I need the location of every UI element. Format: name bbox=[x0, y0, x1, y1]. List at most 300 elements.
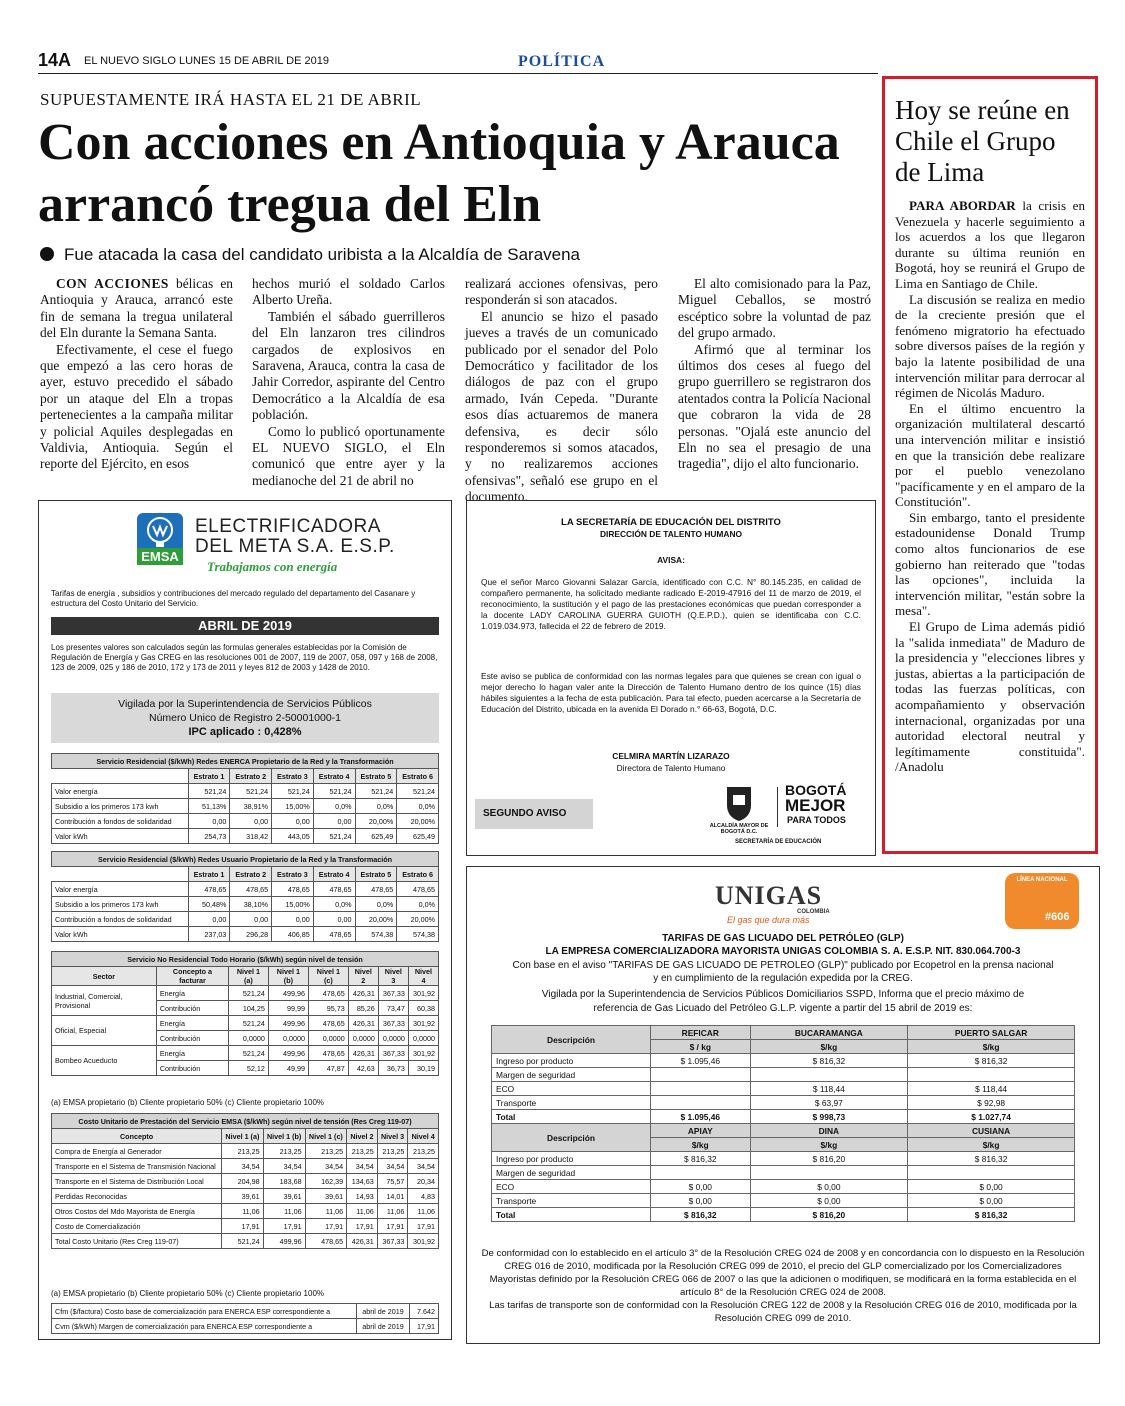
table-cell: 34,54 bbox=[377, 1159, 408, 1174]
col-header: Sector bbox=[52, 967, 157, 986]
price-cell: $ 816,32 bbox=[908, 1054, 1075, 1068]
row-label: Transporte bbox=[492, 1194, 651, 1208]
col-header: Concepto a facturar bbox=[156, 967, 228, 986]
table-cell: 0,0% bbox=[355, 897, 397, 912]
col-header: BUCARAMANGA bbox=[750, 1026, 908, 1040]
emsa-month: ABRIL DE 2019 bbox=[51, 617, 439, 635]
notice-title: LA SECRETARÍA DE EDUCACIÓN DEL DISTRITO bbox=[561, 517, 781, 528]
price-cell: $ 1.095,46 bbox=[651, 1054, 751, 1068]
table-caption: Costo Unitario de Prestación del Servicio EMSA ($/kWh) según nivel de tensión (Res Creg 119-07) bbox=[52, 1114, 439, 1129]
table-cell: 15,00% bbox=[272, 897, 314, 912]
table-cell: 34,54 bbox=[305, 1159, 347, 1174]
table-cell: 104,25 bbox=[229, 1001, 269, 1016]
table-row bbox=[492, 1124, 1075, 1138]
non-residential-table bbox=[51, 951, 439, 1076]
row-label: Otros Costos del Mdo Mayorista de Energía bbox=[52, 1204, 222, 1219]
table-cell: 521,24 bbox=[229, 1046, 269, 1061]
table-cell: 20,00% bbox=[397, 814, 439, 829]
table-cell: 11,06 bbox=[347, 1204, 378, 1219]
desc-header: Descripción bbox=[492, 1124, 651, 1152]
table-cell: 183,68 bbox=[263, 1174, 305, 1189]
table-cell: 521,24 bbox=[397, 784, 439, 799]
col-header: Estrato 1 bbox=[188, 769, 230, 784]
table-cell: 20,00% bbox=[355, 814, 397, 829]
unigas-country: COLOMBIA bbox=[797, 909, 830, 915]
row-label: Contribución a fondos de solidaridad bbox=[52, 912, 189, 927]
table-cell: 39,61 bbox=[222, 1189, 264, 1204]
table-cell: 521,24 bbox=[222, 1234, 264, 1249]
row-label: Margen de seguridad bbox=[492, 1068, 651, 1082]
subtitle-text: Fue atacada la casa del candidato uribista a la Alcaldía de Saravena bbox=[64, 245, 581, 264]
table-cell: 0,0000 bbox=[408, 1031, 438, 1046]
price-cell bbox=[651, 1068, 751, 1082]
vigilada-line: Vigilada por la Superintendencia de Servicios Públicos bbox=[118, 698, 372, 710]
table-cell: 34,54 bbox=[347, 1159, 378, 1174]
table-row bbox=[52, 897, 439, 912]
paragraph: realizará acciones ofensivas, pero responderán si son atacados. bbox=[465, 276, 658, 308]
table-cell: 0,0000 bbox=[229, 1031, 269, 1046]
signer-name: CELMIRA MARTÍN LIZARAZO bbox=[612, 751, 730, 761]
table-cell: 521,24 bbox=[313, 829, 355, 844]
table-cell: 213,25 bbox=[408, 1144, 439, 1159]
col-header: Nivel 4 bbox=[408, 1129, 439, 1144]
table-cell: 162,39 bbox=[305, 1174, 347, 1189]
notice-avisa: AVISA: bbox=[657, 555, 685, 565]
second-notice-badge: SEGUNDO AVISO bbox=[475, 799, 593, 829]
table-cell: 521,24 bbox=[230, 784, 272, 799]
col-header: Nivel 1 (b) bbox=[263, 1129, 305, 1144]
row-label: Ingreso por producto bbox=[492, 1054, 651, 1068]
table-row bbox=[52, 1189, 439, 1204]
table-cell: 213,25 bbox=[222, 1144, 264, 1159]
residential-table-1 bbox=[51, 753, 439, 844]
table-cell: 0,00 bbox=[188, 814, 230, 829]
table-cell: 50,48% bbox=[188, 897, 230, 912]
concept-label: Contribución bbox=[156, 1031, 228, 1046]
sector-label: Oficial, Especial bbox=[52, 1016, 157, 1046]
lead-in: PARA ABORDAR bbox=[909, 198, 1016, 213]
unigas-logo: UNIGAS bbox=[715, 881, 823, 910]
table-cell: 574,38 bbox=[355, 927, 397, 942]
table-cell: 49,99 bbox=[268, 1061, 308, 1076]
col-header: Nivel 2 bbox=[347, 1129, 378, 1144]
secretaria-label: SECRETARÍA DE EDUCACIÓN bbox=[735, 839, 822, 845]
article-subtitle bbox=[40, 245, 580, 265]
row-label: ECO bbox=[492, 1180, 651, 1194]
price-cell bbox=[750, 1068, 908, 1082]
concept-label: Energía bbox=[156, 1016, 228, 1031]
row-label: Total Costo Unitario (Res Creg 119-07) bbox=[52, 1234, 222, 1249]
table-cell: 301,92 bbox=[408, 986, 438, 1001]
table-cell: 426,31 bbox=[348, 1016, 378, 1031]
unit-cost-table bbox=[51, 1113, 439, 1249]
concept-label: Contribución bbox=[156, 1061, 228, 1076]
col-header: APIAY bbox=[651, 1124, 751, 1138]
paragraph: bélicas en Antioquia y Arauca, arrancó este fin de semana la tregua unilateral del Eln durante la Semana Santa. bbox=[40, 276, 233, 341]
bogota-logo-2: MEJOR bbox=[785, 796, 846, 815]
price-cell: $ 0,00 bbox=[651, 1194, 751, 1208]
table-cell: 625,49 bbox=[397, 829, 439, 844]
emsa-company: ELECTRIFICADORA DEL META S.A. E.S.P. bbox=[195, 516, 395, 557]
table-cell: 17,91 bbox=[305, 1219, 347, 1234]
article-column-1 bbox=[40, 276, 233, 473]
unigas-ad bbox=[466, 866, 1100, 1344]
lead-in: CON ACCIONES bbox=[56, 276, 169, 291]
table-cell: 75,57 bbox=[377, 1174, 408, 1189]
price-cell: $ 816,32 bbox=[908, 1152, 1075, 1166]
table-cell: 0,0% bbox=[313, 897, 355, 912]
emsa-slogan: Trabajamos con energía bbox=[207, 559, 338, 574]
table-row bbox=[492, 1166, 1075, 1180]
price-cell: $ 63,97 bbox=[750, 1096, 908, 1110]
hotline-number: #606 bbox=[1045, 911, 1070, 923]
table-row bbox=[52, 1204, 439, 1219]
glp-price-table bbox=[491, 1025, 1075, 1222]
paragraph: El anuncio se hizo el pasado jueves a través de un comunicado publicado por el senador del Polo Democrático y facilitador de los diálogos de paz con el grupo armado, Iván Cepeda. "Durante esos días actuaremos de manera defensiva, es decir sólo responderemos si somos atacados, y no realizaremos acciones ofensivas", señaló ese grupo en el documento. bbox=[465, 308, 658, 505]
table-cell: 0,0000 bbox=[308, 1031, 348, 1046]
emsa-vigilada bbox=[51, 693, 439, 743]
emsa-brand: EMSA bbox=[137, 548, 183, 565]
col-header: Estrato 3 bbox=[272, 769, 314, 784]
price-cell bbox=[908, 1068, 1075, 1082]
table-cell: 499,96 bbox=[268, 1016, 308, 1031]
table-cell: 0,00 bbox=[230, 814, 272, 829]
table-cell: 0,00 bbox=[313, 814, 355, 829]
article-column-2 bbox=[252, 276, 445, 489]
table-cell: 478,65 bbox=[272, 882, 314, 897]
table-cell: 574,38 bbox=[397, 927, 439, 942]
table-cell: 73,47 bbox=[378, 1001, 408, 1016]
table-cell: 367,33 bbox=[378, 1016, 408, 1031]
table-cell: 213,25 bbox=[263, 1144, 305, 1159]
paragraph: Sin embargo, tanto el presidente estadounidense Donald Trump como altos funcionarios de ese gobierno han reiterado que "todas las opciones", incluida la intervención militar, "están sobre la mesa". bbox=[895, 509, 1085, 619]
table-cell: 478,65 bbox=[397, 882, 439, 897]
table-cell: 0,0000 bbox=[348, 1031, 378, 1046]
unigas-footnote-2: Las tarifas de transporte son de conformidad con la Resolución CREG 122 de 2008 y la Resolución CREG 016 de 2010, modificada por la Resolución CREG 099 de 2010. bbox=[489, 1300, 1077, 1324]
row-label: Total bbox=[492, 1110, 651, 1124]
table-cell: 14,93 bbox=[347, 1189, 378, 1204]
unigas-slogan: El gas que dura más bbox=[727, 915, 810, 925]
table-cell: 17,91 bbox=[408, 1219, 439, 1234]
table-cell: 0,0% bbox=[355, 799, 397, 814]
owner-note: (a) EMSA propietario (b) Cliente propietario 50% (c) Cliente propietario 100% bbox=[51, 1098, 325, 1107]
price-cell: $ 0,00 bbox=[908, 1180, 1075, 1194]
signer-role: Directora de Talento Humano bbox=[616, 763, 726, 773]
table-cell: 478,65 bbox=[308, 986, 348, 1001]
blank-cell bbox=[52, 769, 189, 784]
col-header: Estrato 1 bbox=[188, 867, 230, 882]
table-cell: 0,00 bbox=[230, 912, 272, 927]
price-cell: $ 816,32 bbox=[651, 1152, 751, 1166]
table-cell: 478,65 bbox=[188, 882, 230, 897]
table-cell: 4,83 bbox=[408, 1189, 439, 1204]
education-notice bbox=[466, 500, 876, 856]
row-label: Costo de Comercialización bbox=[52, 1219, 222, 1234]
col-header: Estrato 2 bbox=[230, 867, 272, 882]
emsa-ad bbox=[38, 500, 452, 1340]
price-cell: $ 118,44 bbox=[908, 1082, 1075, 1096]
bogota-logo-3: PARA TODOS bbox=[787, 815, 846, 825]
coat-of-arms-icon bbox=[721, 783, 757, 823]
row-label: Perdidas Reconocidas bbox=[52, 1189, 222, 1204]
table-cell: 11,06 bbox=[222, 1204, 264, 1219]
table-cell: 0,0000 bbox=[268, 1031, 308, 1046]
price-cell bbox=[651, 1082, 751, 1096]
table-cell: 0,0% bbox=[397, 799, 439, 814]
paragraph: hechos murió el soldado Carlos Alberto Ureña. bbox=[252, 276, 445, 308]
col-header: Nivel 4 bbox=[408, 967, 438, 986]
table-row bbox=[52, 829, 439, 844]
table-row bbox=[492, 1096, 1075, 1110]
table-row bbox=[492, 1054, 1075, 1068]
table-cell: 39,61 bbox=[263, 1189, 305, 1204]
residential-table-2 bbox=[51, 851, 439, 942]
table-cell: 367,33 bbox=[378, 1046, 408, 1061]
col-header: Estrato 5 bbox=[355, 867, 397, 882]
table-row bbox=[52, 1144, 439, 1159]
price-cell: $ 0,00 bbox=[750, 1194, 908, 1208]
table-cell: 85,26 bbox=[348, 1001, 378, 1016]
page-number: 14A bbox=[38, 50, 72, 70]
table-cell: 0,00 bbox=[313, 912, 355, 927]
table-cell: 60,38 bbox=[408, 1001, 438, 1016]
cvm-value: 17,91 bbox=[410, 1319, 439, 1334]
table-cell: 213,25 bbox=[347, 1144, 378, 1159]
table-row bbox=[52, 927, 439, 942]
table-cell: 237,03 bbox=[188, 927, 230, 942]
table-row bbox=[492, 1152, 1075, 1166]
col-header: Estrato 6 bbox=[397, 867, 439, 882]
col-header: CUSIANA bbox=[908, 1124, 1075, 1138]
col-header: Nivel 1 (a) bbox=[229, 967, 269, 986]
table-row bbox=[492, 1110, 1075, 1124]
price-cell: $ 816,32 bbox=[908, 1208, 1075, 1222]
table-cell: 478,65 bbox=[305, 1234, 347, 1249]
row-label: Transporte en el Sistema de Distribución Local bbox=[52, 1174, 222, 1189]
row-label: Transporte en el Sistema de Transmisión Nacional bbox=[52, 1159, 222, 1174]
col-header: Nivel 3 bbox=[378, 967, 408, 986]
row-label: Subsidio a los primeros 173 kwh bbox=[52, 799, 189, 814]
unigas-company: LA EMPRESA COMERCIALIZADORA MAYORISTA UNIGAS COLOMBIA S. A. E.S.P. NIT. 830.064.700-3 bbox=[545, 946, 1021, 957]
table-cell: 406,85 bbox=[272, 927, 314, 942]
unit-header: $ / kg bbox=[651, 1040, 751, 1054]
price-cell: $ 0,00 bbox=[750, 1180, 908, 1194]
cfm-label: Cfm ($/factura) Costo base de comercialización para ENERCA ESP correspondiente a bbox=[52, 1304, 357, 1319]
unigas-line-6: referencia de Gas Licuado del Petróleo G.L.P. vigente a partir del 15 abril de 2019 es: bbox=[593, 1003, 973, 1014]
cfm-value: 7.642 bbox=[410, 1304, 439, 1319]
row-label: Ingreso por producto bbox=[492, 1152, 651, 1166]
paragraph: En el último encuentro la organización multilateral descartó una intervención militar e insistió en que la transición debe realizare por el pueblo venezolano "pacíficamente y en el amparo de la Constitución". bbox=[895, 400, 1085, 510]
col-header: DINA bbox=[750, 1124, 908, 1138]
price-cell: $ 816,20 bbox=[750, 1208, 908, 1222]
table-cell: 521,24 bbox=[272, 784, 314, 799]
table-cell: 426,31 bbox=[348, 986, 378, 1001]
table-cell: 30,19 bbox=[408, 1061, 438, 1076]
table-cell: 20,34 bbox=[408, 1174, 439, 1189]
table-cell: 34,54 bbox=[263, 1159, 305, 1174]
concept-label: Contribución bbox=[156, 1001, 228, 1016]
bogota-logo-1: BOGOTÁ bbox=[785, 782, 847, 798]
table-cell: 47,87 bbox=[308, 1061, 348, 1076]
col-header: Concepto bbox=[52, 1129, 222, 1144]
unit-header: $/kg bbox=[908, 1040, 1075, 1054]
cfm-month: abril de 2019 bbox=[357, 1304, 410, 1319]
table-cell: 521,24 bbox=[355, 784, 397, 799]
table-caption: Servicio No Residencial Todo Horario ($/kWh) según nivel de tensión bbox=[52, 952, 439, 967]
cvm-label: Cvm ($/kWh) Margen de comercialización para ENERCA ESP correspondiente a bbox=[52, 1319, 357, 1334]
table-cell: 213,25 bbox=[377, 1144, 408, 1159]
row-label: Valor kWh bbox=[52, 927, 189, 942]
row-label: Contribución a fondos de solidaridad bbox=[52, 814, 189, 829]
paragraph: Afirmó que al terminar los últimos dos ceses al fuego del grupo guerrillero se registraron dos atentados contra la Policía Nacional que cobraron la vida de 28 personas. "Ojalá este anuncio del Eln no sea el presagio de una tragedia", dijo el alto funcionario. bbox=[678, 341, 871, 472]
price-cell: $ 0,00 bbox=[651, 1180, 751, 1194]
table-cell: 17,91 bbox=[263, 1219, 305, 1234]
table-cell: 499,96 bbox=[263, 1234, 305, 1249]
table-row bbox=[492, 1082, 1075, 1096]
sidebar-article bbox=[882, 76, 1098, 854]
emsa-legal: Los presentes valores son calculados según las formulas generales establecidas por la Comisión de Regulación de Energía y Gas CREG en las resoluciones 001 de 2007, 119 de 2007, 058, 097 y 168 de 2008, 123 de 2009, 025 y 186 de 2010, 172 y 173 de 2011 y leyes 812 de 2003 y 1428 de 2010. bbox=[51, 643, 438, 672]
table-cell: 17,91 bbox=[347, 1219, 378, 1234]
table-cell: 20,00% bbox=[355, 912, 397, 927]
table-row bbox=[492, 1208, 1075, 1222]
table-row bbox=[492, 1180, 1075, 1194]
section-name: POLÍTICA bbox=[518, 53, 606, 70]
table-cell: 36,73 bbox=[378, 1061, 408, 1076]
col-header: Estrato 5 bbox=[355, 769, 397, 784]
col-header: REFICAR bbox=[651, 1026, 751, 1040]
row-label: Valor energía bbox=[52, 882, 189, 897]
table-cell: 521,24 bbox=[229, 1016, 269, 1031]
table-cell: 213,25 bbox=[305, 1144, 347, 1159]
logo-divider bbox=[777, 787, 778, 827]
table-cell: 0,0000 bbox=[378, 1031, 408, 1046]
table-cell: 443,05 bbox=[272, 829, 314, 844]
table-cell: 521,24 bbox=[188, 784, 230, 799]
table-cell: 521,24 bbox=[229, 986, 269, 1001]
col-header: Nivel 1 (c) bbox=[305, 1129, 347, 1144]
row-label: Valor kWh bbox=[52, 829, 189, 844]
emsa-intro: Tarifas de energía , subsidios y contribuciones del mercado regulado del departamento del Casanare y estructura del Costo Unitario del Servicio. bbox=[51, 589, 416, 608]
row-label: Valor energía bbox=[52, 784, 189, 799]
table-cell: 426,31 bbox=[347, 1234, 378, 1249]
hotline-label: LÍNEA NACIONAL bbox=[1016, 877, 1068, 883]
col-header: Nivel 2 bbox=[348, 967, 378, 986]
cvm-month: abril de 2019 bbox=[357, 1319, 410, 1334]
price-cell: $ 816,32 bbox=[651, 1208, 751, 1222]
table-row bbox=[52, 1174, 439, 1189]
row-label: Transporte bbox=[492, 1096, 651, 1110]
row-label: Compra de Energía al Generador bbox=[52, 1144, 222, 1159]
concept-label: Energía bbox=[156, 986, 228, 1001]
col-header: Nivel 1 (c) bbox=[308, 967, 348, 986]
article-headline: Con acciones en Antioquia y Arauca arrancó tregua del Eln bbox=[38, 114, 840, 233]
row-label: Total bbox=[492, 1208, 651, 1222]
row-label: ECO bbox=[492, 1082, 651, 1096]
table-cell: 254,73 bbox=[188, 829, 230, 844]
table-cell: 426,31 bbox=[348, 1046, 378, 1061]
table-cell: 301,92 bbox=[408, 1234, 439, 1249]
col-header: Nivel 1 (a) bbox=[222, 1129, 264, 1144]
article-column-3 bbox=[465, 276, 658, 506]
table-cell: 34,54 bbox=[222, 1159, 264, 1174]
table-cell: 478,65 bbox=[313, 882, 355, 897]
table-row bbox=[52, 814, 439, 829]
price-cell: $ 816,32 bbox=[750, 1054, 908, 1068]
col-header: Estrato 3 bbox=[272, 867, 314, 882]
paragraph: la crisis en Venezuela y hacerle seguimiento a los acuerdos a los que llegaron durante su última reunión en Bogotá, hoy se reunirá el Grupo de Lima en Santiago de Chile. bbox=[895, 198, 1085, 291]
table-row bbox=[52, 1234, 439, 1249]
price-cell: $ 816,20 bbox=[750, 1152, 908, 1166]
notice-paragraph-2: Este aviso se publica de conformidad con las normas legales para que quienes se crean con igual o mejor derecho lo hagan valer ante la Dirección de Talento Humano dentro de los quince (15) días hábiles siguientes a la fecha de esta publicación. Para tal efecto, pueden acercarse a la Secretaría de Educación del Distrito, ubicada en la avenida El Dorado n.° 66-63, Bogotá, D.C. bbox=[481, 671, 861, 714]
col-header: Estrato 2 bbox=[230, 769, 272, 784]
paragraph: La discusión se realiza en medio de la creciente presión que el fenómeno migratorio ha efectuado sobre diversos países de la región y bajo la latente posibilidad de una intervención militar para derrocar al régimen de Nicolás Maduro. bbox=[895, 291, 1085, 401]
blank-cell bbox=[52, 867, 189, 882]
col-header: PUERTO SALGAR bbox=[908, 1026, 1075, 1040]
sector-label: Industrial, Comercial, Provisional bbox=[52, 986, 157, 1016]
table-cell: 478,65 bbox=[313, 927, 355, 942]
price-cell bbox=[651, 1096, 751, 1110]
price-cell: $ 0,00 bbox=[908, 1194, 1075, 1208]
col-header: Estrato 6 bbox=[397, 769, 439, 784]
table-cell: 52,12 bbox=[229, 1061, 269, 1076]
table-cell: 0,00 bbox=[272, 912, 314, 927]
unit-header: $/kg bbox=[750, 1040, 908, 1054]
table-row bbox=[52, 882, 439, 897]
table-row bbox=[52, 1016, 439, 1031]
table-cell: 38,10% bbox=[230, 897, 272, 912]
table-row bbox=[52, 1159, 439, 1174]
price-cell bbox=[651, 1166, 751, 1180]
table-cell: 11,06 bbox=[305, 1204, 347, 1219]
col-header: Nivel 1 (b) bbox=[268, 967, 308, 986]
table-cell: 521,24 bbox=[313, 784, 355, 799]
table-cell: 38,91% bbox=[230, 799, 272, 814]
table-cell: 301,92 bbox=[408, 1016, 438, 1031]
header-rule bbox=[38, 73, 878, 74]
registro-line: Número Unico de Registro 2-50001000-1 bbox=[148, 712, 342, 724]
table-cell: 0,0% bbox=[397, 897, 439, 912]
table-row bbox=[492, 1026, 1075, 1040]
table-row bbox=[52, 912, 439, 927]
hotline-badge bbox=[1005, 873, 1079, 929]
article-column-4 bbox=[678, 276, 871, 473]
table-cell: 17,91 bbox=[377, 1219, 408, 1234]
alcaldia-label: ALCALDÍA MAYOR DE BOGOTÁ D.C. bbox=[709, 823, 769, 835]
col-header: Estrato 4 bbox=[313, 867, 355, 882]
table-row bbox=[492, 1068, 1075, 1082]
paragraph: Efectivamente, el cese el fuego que empezó a las cero horas de ayer, estuvo precedido el sábado por un ataque del Eln a tropas pertenecientes a la campaña militar y policial Aquiles desplegadas en Valdivia, Antioquia. Según el reporte del Ejército, en esos bbox=[40, 341, 233, 472]
table-row bbox=[52, 1046, 439, 1061]
unigas-line-4: y en cumplimiento de la regulación expedida por la CREG. bbox=[653, 973, 913, 984]
table-cell: 134,63 bbox=[347, 1174, 378, 1189]
table-cell: 11,06 bbox=[377, 1204, 408, 1219]
table-cell: 367,33 bbox=[378, 986, 408, 1001]
table-cell: 0,00 bbox=[272, 814, 314, 829]
table-cell: 17,91 bbox=[222, 1219, 264, 1234]
table-row bbox=[52, 1219, 439, 1234]
table-cell: 318,42 bbox=[230, 829, 272, 844]
price-cell: $ 118,44 bbox=[750, 1082, 908, 1096]
table-cell: 301,92 bbox=[408, 1046, 438, 1061]
col-header: Nivel 3 bbox=[377, 1129, 408, 1144]
price-cell: $ 92,98 bbox=[908, 1096, 1075, 1110]
paragraph: Como lo publicó oportunamente EL NUEVO SIGLO, el Eln comunicó que entre ayer y la medianoche del 21 de abril no bbox=[252, 423, 445, 488]
table-cell: 20,00% bbox=[397, 912, 439, 927]
emsa-logo bbox=[137, 513, 183, 565]
table-cell: 0,00 bbox=[188, 912, 230, 927]
table-cell: 15,00% bbox=[272, 799, 314, 814]
unit-header: $/kg bbox=[651, 1138, 751, 1152]
